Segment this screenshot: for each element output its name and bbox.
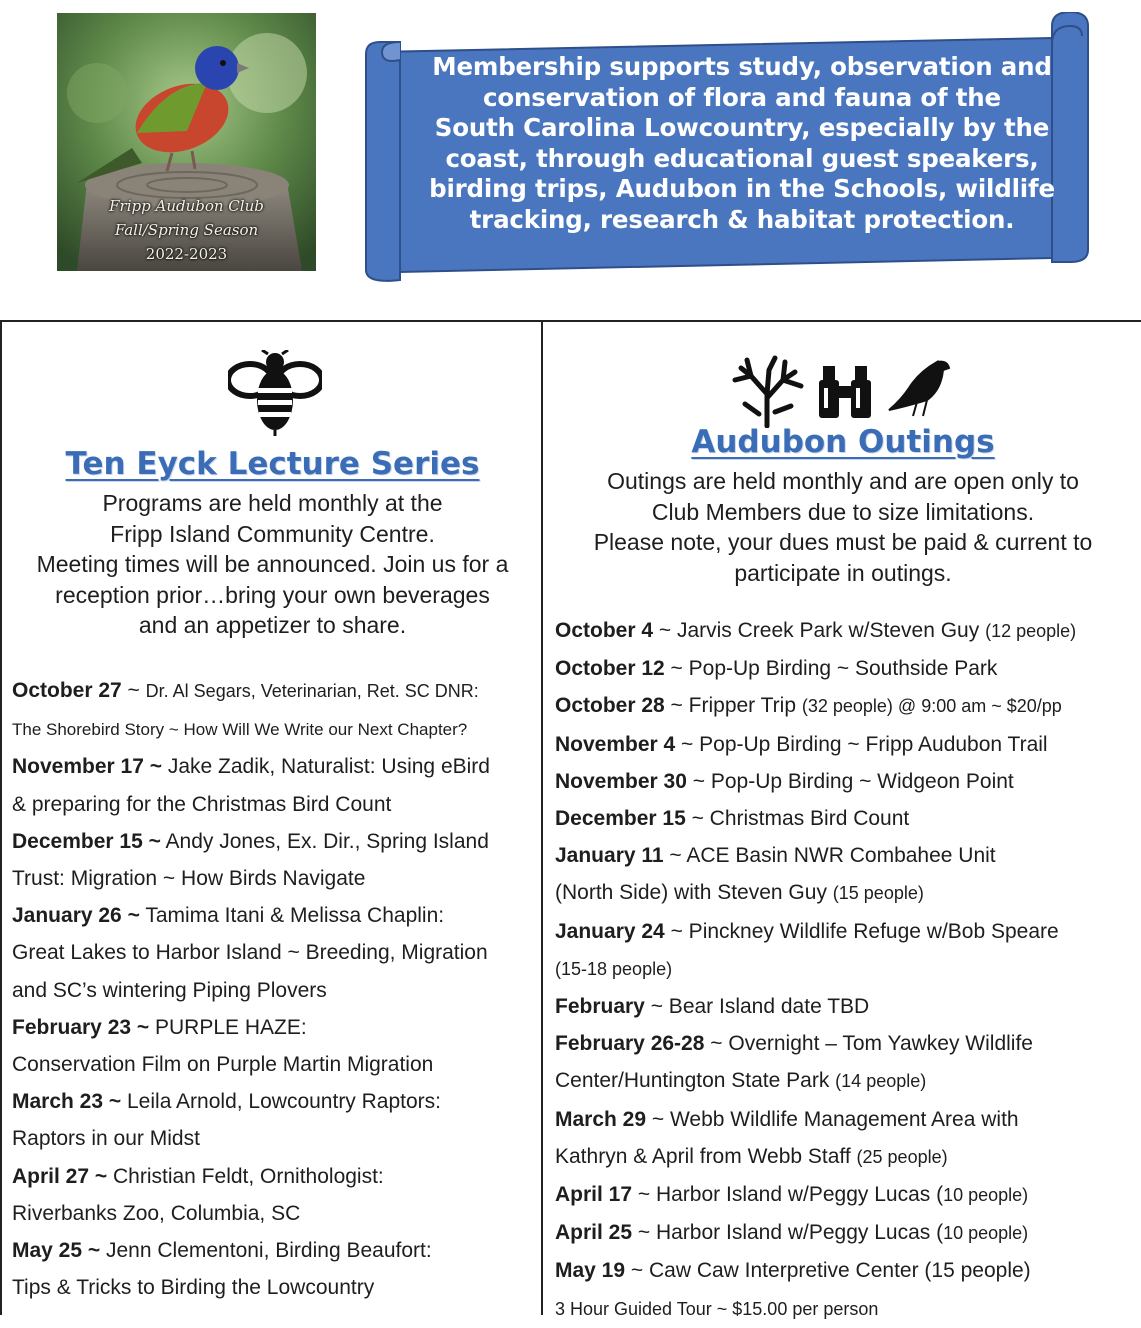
outings-list [555, 612, 1140, 1328]
outing-item: February ~ Bear Island date TBD [555, 995, 870, 1019]
lecture-speaker: Leila Arnold, Lowcountry Raptors: [127, 1090, 442, 1114]
bee-icon [228, 350, 322, 436]
banner-line: tracking, research & habitat protection. [469, 204, 1015, 234]
lecture-date: November 17 ~ [12, 755, 162, 779]
coral-icon [731, 354, 807, 428]
lecture-date: October 27 [12, 679, 122, 702]
outing-item: April 17 ~ Harbor Island w/Peggy Lucas (10 people) [555, 1183, 1029, 1207]
lecture-item [12, 1232, 537, 1269]
outing-item: November 30 ~ Pop-Up Birding ~ Widgeon Point [555, 769, 1014, 793]
intro-line: Club Members due to size limitations. [651, 498, 1035, 525]
lecture-date: December 15 ~ [12, 829, 161, 853]
outing-item: November 4 ~ Pop-Up Birding ~ Fripp Audubon Trail [555, 732, 1048, 756]
banner-line: coast, through educational guest speakers, [445, 143, 1039, 173]
lecture-date: April 27 ~ [12, 1164, 108, 1188]
outing-item: January 24 ~ Pinckney Wildlife Refuge w/Bob Speare [555, 919, 1059, 943]
outing-item: December 15 ~ Christmas Bird Count [555, 807, 910, 831]
lecture-item [12, 823, 537, 860]
logo-title: Fripp Audubon Club [109, 197, 264, 215]
lecture-item-line: and SC’s wintering Piping Plovers [12, 978, 327, 1002]
lecture-speaker: Christian Feldt, Ornithologist: [112, 1164, 384, 1188]
intro-line: Programs are held monthly at the [102, 490, 443, 516]
lecture-speaker: Jenn Clementoni, Birding Beaufort: [106, 1239, 432, 1263]
outing-item-line: Center/Huntington State Park (14 people) [555, 1069, 927, 1093]
binoculars-icon [817, 366, 873, 418]
lecture-speaker: PURPLE HAZE: [155, 1015, 307, 1039]
lecture-series-title: Ten Eyck Lecture Series [65, 446, 480, 482]
lecture-item-line: Great Lakes to Harbor Island ~ Breeding, Migration [12, 941, 488, 965]
outing-item: April 25 ~ Harbor Island w/Peggy Lucas (10 people) [555, 1221, 1029, 1245]
lecture-item [12, 1083, 537, 1120]
lecture-item [12, 748, 537, 785]
lecture-speaker: Andy Jones, Ex. Dir., Spring Island [165, 829, 489, 853]
intro-line: and an appetizer to share. [138, 612, 407, 638]
outing-item: March 29 ~ Webb Wildlife Management Area with [555, 1107, 1019, 1131]
bird-icon [887, 360, 951, 418]
lecture-series-column [0, 320, 541, 1315]
outing-item: October 12 ~ Pop-Up Birding ~ Southside Park [555, 657, 998, 681]
outings-column [541, 320, 1141, 1319]
intro-line: Please note, your dues must be paid & current to [593, 529, 1093, 555]
lecture-item-line: & preparing for the Christmas Bird Count [12, 792, 392, 816]
lecture-speaker: Dr. Al Segars, Veterinarian, Ret. SC DNR: [145, 681, 479, 701]
lecture-date: March 23 ~ [12, 1090, 122, 1114]
lecture-item [12, 897, 537, 934]
logo-years: 2022-2023 [145, 245, 228, 263]
lecture-item [12, 1158, 537, 1195]
lecture-date: February 23 ~ [12, 1015, 150, 1039]
lecture-speaker: Jake Zadik, Naturalist: Using eBird [167, 755, 490, 779]
outing-item: January 11 ~ ACE Basin NWR Combahee Unit [555, 844, 996, 868]
lecture-date: January 26 ~ [12, 904, 140, 928]
lecture-item-line [12, 710, 537, 748]
intro-line: Meeting times will be announced. Join us for a [36, 551, 509, 577]
outings-title: Audubon Outings [691, 424, 995, 460]
club-logo [57, 13, 316, 271]
banner-line: birding trips, Audubon in the Schools, wildlife [429, 174, 1055, 203]
intro-line: participate in outings. [734, 559, 952, 586]
lecture-item-line: Conservation Film on Purple Martin Migration [12, 1053, 434, 1077]
membership-banner [362, 12, 1092, 284]
outing-item: February 26-28 ~ Overnight – Tom Yawkey Wildlife [555, 1032, 1033, 1056]
intro-line: Outings are held monthly and are open only to [607, 468, 1079, 494]
intro-line: Fripp Island Community Centre. [110, 520, 435, 547]
lecture-item: October 27 ~ Dr. Al Segars, Veterinarian, Ret. SC DNR: [12, 679, 479, 702]
outing-item: May 19 ~ Caw Caw Interpretive Center (15 people) [555, 1259, 1031, 1283]
membership-text [412, 52, 1072, 235]
outing-item-line: (15-18 people) [555, 958, 673, 979]
lecture-item [12, 1009, 537, 1046]
lecture-item-line: Trust: Migration ~ How Birds Navigate [12, 867, 366, 891]
banner-line: conservation of flora and fauna of the [483, 82, 1001, 112]
lecture-list [12, 672, 537, 1306]
lecture-item-line: Raptors in our Midst [12, 1127, 200, 1151]
lecture-item-line: Riverbanks Zoo, Columbia, SC [12, 1201, 301, 1225]
outing-item-line: (North Side) with Steven Guy (15 people) [555, 881, 924, 905]
outing-item: October 28 ~ Fripper Trip (32 people) @ 9:00 am ~ $20/pp [555, 694, 1062, 718]
intro-line: reception prior…bring your own beverages [55, 581, 490, 608]
lecture-item-line: Tips & Tricks to Birding the Lowcountry [12, 1276, 375, 1300]
outing-item-line: 3 Hour Guided Tour ~ $15.00 per person [555, 1298, 879, 1319]
logo-season: Fall/Spring Season [114, 221, 259, 239]
lecture-date: May 25 ~ [12, 1239, 101, 1263]
banner-line: Membership supports study, observation and [432, 52, 1052, 81]
outings-intro [543, 466, 1141, 588]
lecture-intro [2, 488, 543, 641]
banner-line: South Carolina Lowcountry, especially by the [434, 113, 1050, 142]
outing-item-line: Kathryn & April from Webb Staff (25 people) [555, 1144, 948, 1168]
lecture-speaker: Tamima Itani & Melissa Chaplin: [145, 904, 445, 928]
outing-item: October 4 ~ Jarvis Creek Park w/Steven Guy (12 people) [555, 619, 1077, 642]
lecture-topic: The Shorebird Story ~ How Will We Write our Next Chapter? [12, 720, 468, 740]
